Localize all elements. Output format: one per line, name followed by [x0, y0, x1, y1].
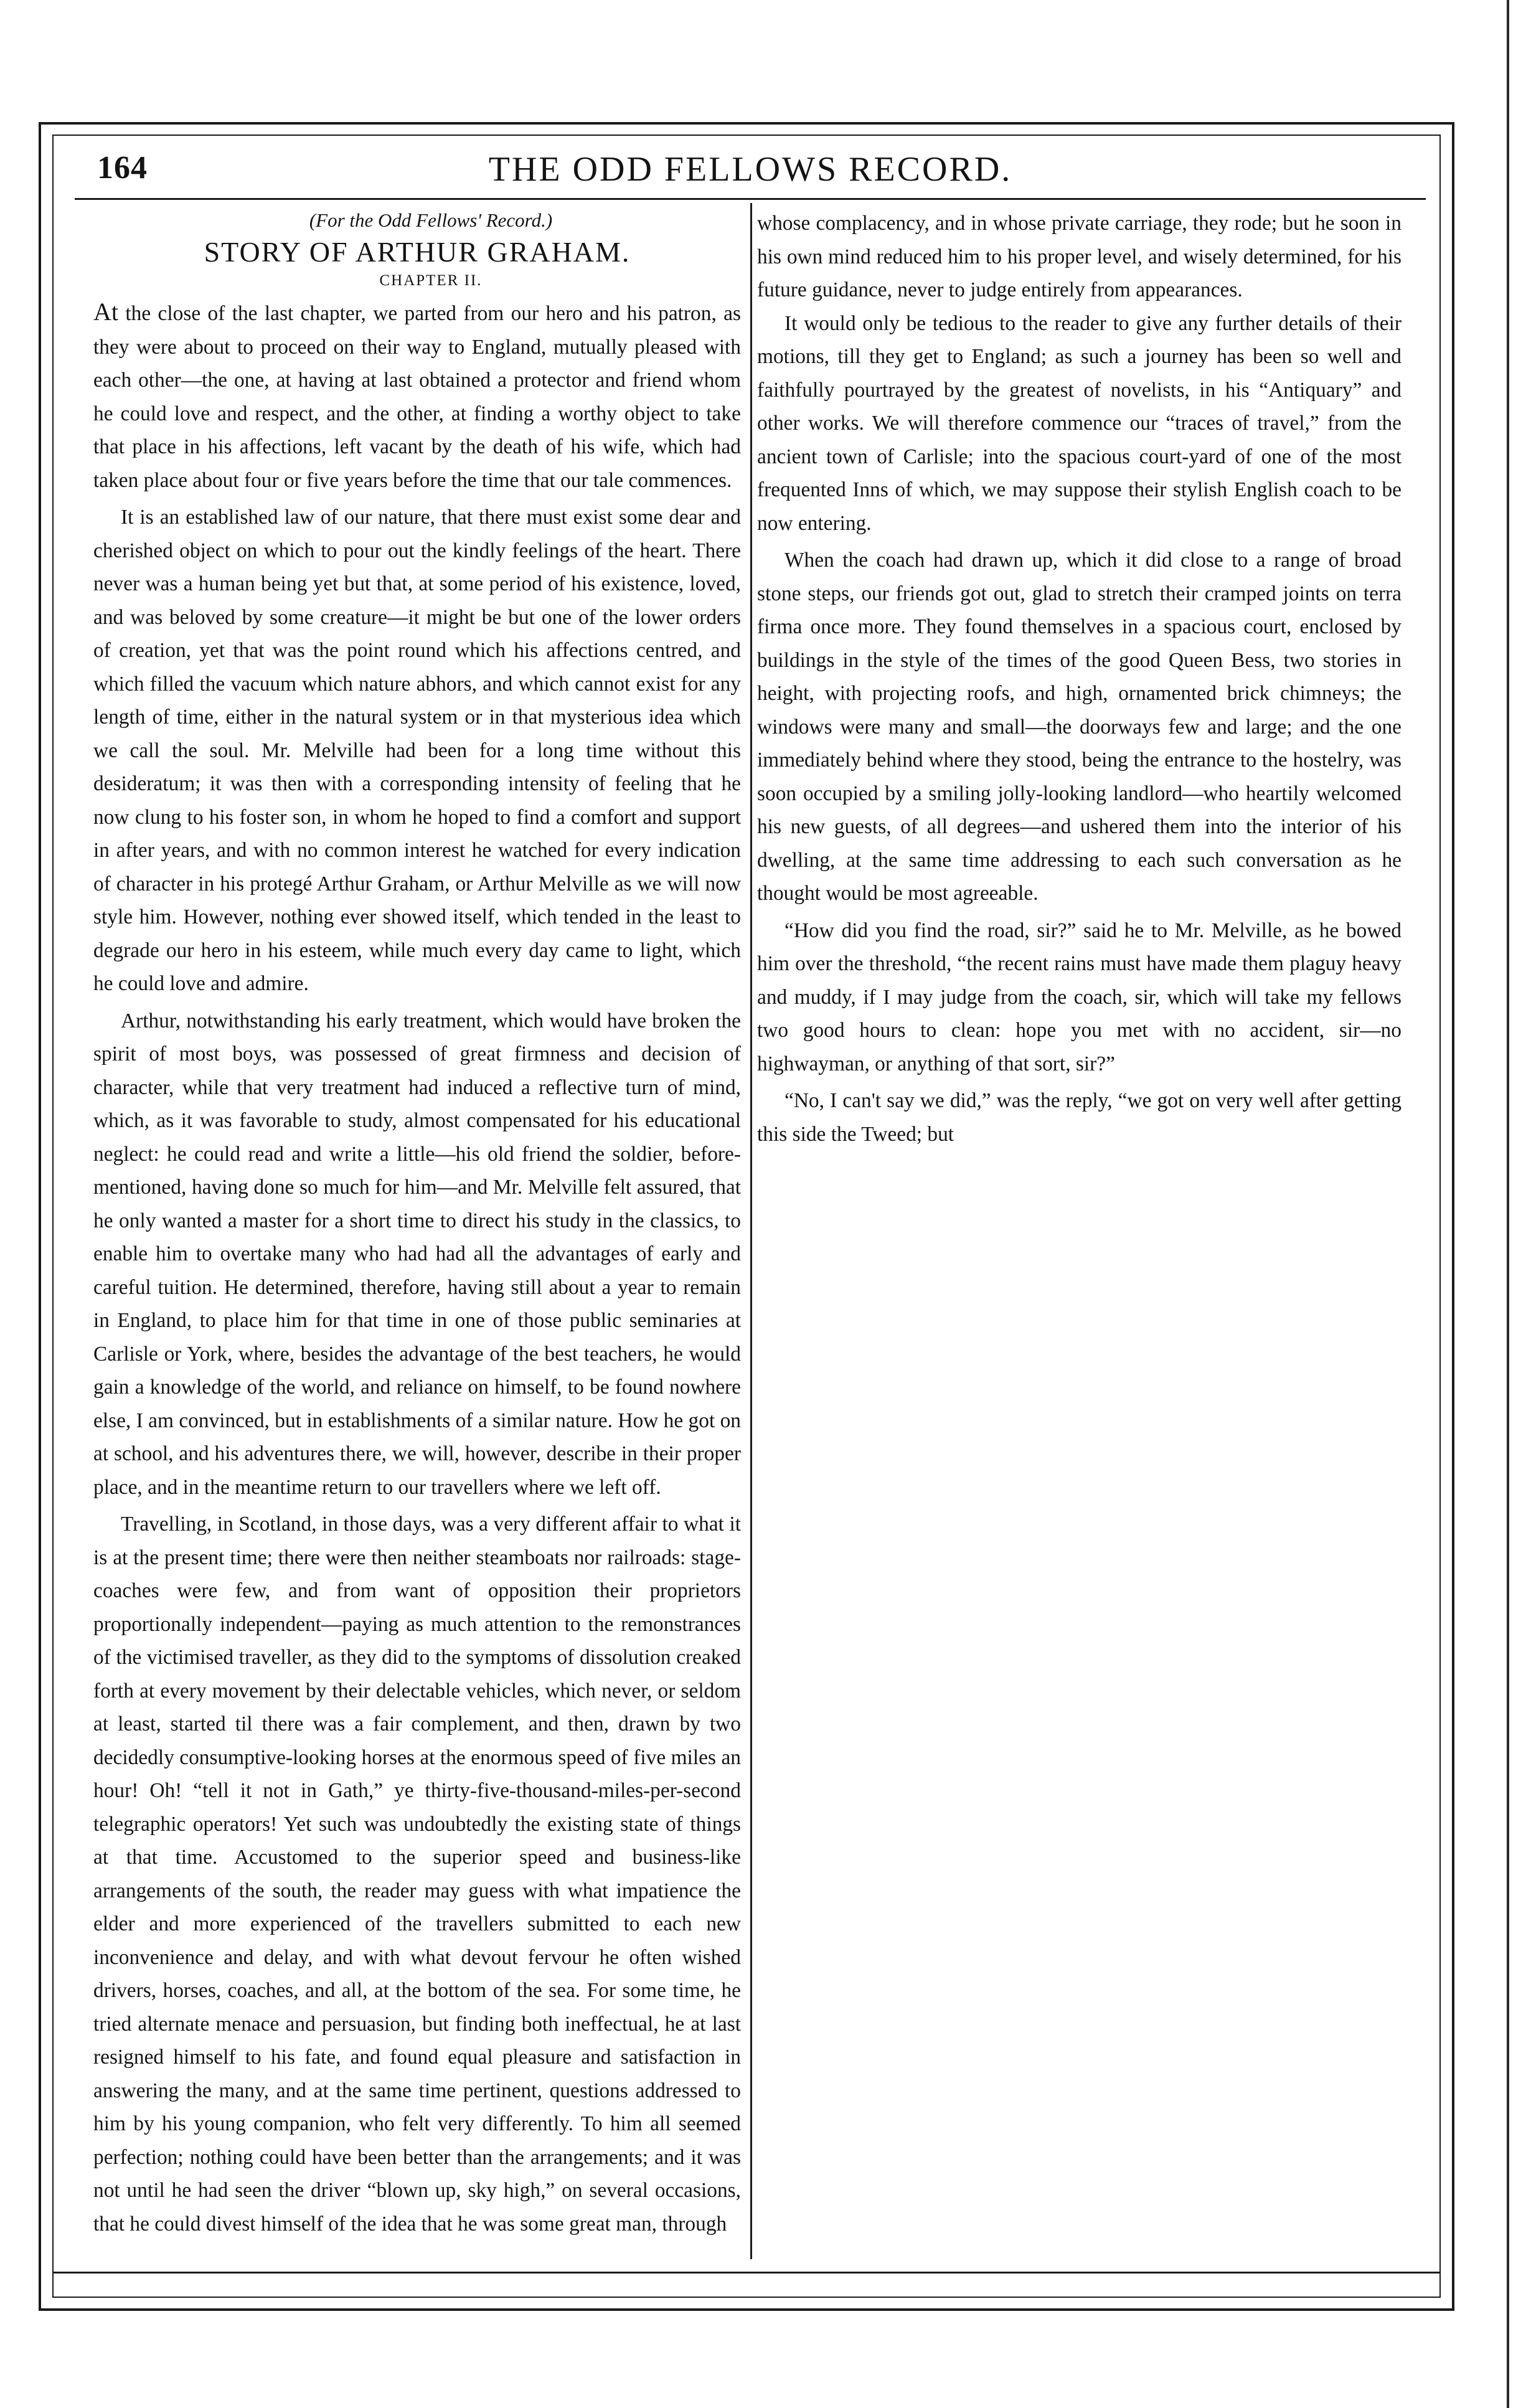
footer-rule	[52, 2272, 1441, 2273]
source-line: (For the Odd Fellows' Record.)	[309, 209, 553, 231]
paragraph-4: Travelling, in Scotland, in those days, was a very different affair to what it is at the present time; there were then neither steamboats nor railroads: stage-coaches were few, and from want of opposition their proprietors proportionally independent—paying as much attention to the remonstrances of the victimised traveller, as they did to the symptoms of dissolution creaked forth at every movement by their delectable vehicles, which never, or seldom at least, started til there was a fair complement, and then, drawn by two decidedly consumptive-looking horses at the enormous speed of five miles an hour! Oh! “tell it not in Gath,” ye thirty-five-thousand-miles-per-second telegraphic operators! Yet such was undoubtedly the existing state of things at that time. Accustomed to the superior speed and business-like arrangements of the south, the reader may guess with what impatience the elder and more experienced of the travellers submitted to each new inconvenience and delay, and with what devout fervour he often wished drivers, horses, coaches, and all, at the bottom of the sea. For some time, he tried alternate menace and persuasion, but finding both ineffectual, he at last resigned himself to his fate, and found equal pleasure and satisfaction in answering the many, and at the same time pertinent, questions addressed to him by his young companion, who felt very differently. To him all seemed perfection; nothing could have been better than the arrangements; and it was not until he had seen the driver “blown up, sky high,” on several occasions, that he could divest himself of the idea that he was some great man, through	[93, 1513, 741, 2236]
column-divider	[750, 203, 752, 2259]
paragraph-1	[93, 295, 741, 497]
paragraph-5: It would only be tedious to the reader to give any further details of their motions, till they get to England; as such a journey has been so well and faithfully pourtrayed by the greatest of novelists, in his “Antiquary” and other works. We will therefore commence our “traces of travel,” from the ancient town of Carlisle; into the spacious court-yard of one of the most frequented Inns of which, we may suppose their stylish English coach to be now entering.	[757, 311, 1401, 535]
left-column	[93, 207, 741, 2255]
page-edge-rule	[1507, 0, 1509, 2408]
paragraph-4-continuation: whose complacency, and in whose private carriage, they rode; but he soon in his own mind reduced him to his proper level, and wisely determined, for his future guidance, never to judge entirely from appearances.	[757, 212, 1401, 301]
right-column	[757, 207, 1401, 2255]
paragraph-2: It is an established law of our nature, that there must exist some dear and cherished object on which to pour out the kindly feelings of the heart. There never was a human being yet but that, at some period of his existence, loved, and was beloved by some creature—it might be but one of the lower orders of creation, yet that was the point round which his affections centred, and which filled the vacuum which nature abhors, and which cannot exist for any length of time, either in the natural system or in that mysterious idea which we call the soul. Mr. Melville had been for a long time without this desideratum; it was then with a corresponding intensity of feeling that he now clung to his foster son, in whom he hoped to find a comfort and support in after years, and with no common interest he watched for every indication of character in his protegé Arthur Graham, or Arthur Melville as we will now style him. However, nothing ever showed itself, which tended in the least to degrade our hero in his esteem, while much every day came to light, which he could love and admire.	[93, 506, 741, 995]
paragraph-1-text: the close of the last chapter, we parted from our hero and his patron, as they were about to proceed on their way to England, mutually pleased with each other—the one, at having at last obtained a protector and friend whom he could love and respect, and the other, at finding a worthy object to take that place in his affections, left vacant by the death of his wife, which had taken place about four or five years before the time that our tale commences.	[93, 302, 741, 492]
opening-word: At	[93, 298, 118, 326]
chapter-label: CHAPTER II.	[379, 272, 483, 289]
page-number: 164	[97, 150, 148, 186]
paragraph-7: “How did you find the road, sir?” said he to Mr. Melville, as he bowed him over the threshold, “the recent rains must have made them plaguy heavy and muddy, if I may judge from the coach, sir, which will take my fellows two good hours to clean: hope you met with no accident, sir—no highwayman, or anything of that sort, sir?”	[757, 918, 1401, 1075]
header-rule	[75, 198, 1426, 200]
paragraph-3: Arthur, notwithstanding his early treatment, which would have broken the spirit of most boys, was possessed of great firmness and decision of character, while that very treatment had induced a reflective turn of mind, which, as it was favorable to study, almost compensated for his educational neglect: he could read and write a little—his old friend the soldier, before-mentioned, having done so much for him—and Mr. Melville felt assured, that he only wanted a master for a short time to direct his study in the classics, to enable him to overtake many who had had all the advantages of early and careful tuition. He determined, therefore, having still about a year to remain in England, to place him for that time in one of those public seminaries at Carlisle or York, where, besides the advantage of the best teachers, he would gain a knowledge of the world, and reliance on himself, to be found nowhere else, I am convinced, but in establishments of a similar nature. How he got on at school, and his adventures there, we will, however, describe in their proper place, and in the meantime return to our travellers where we left off.	[93, 1009, 741, 1499]
paragraph-6: When the coach had drawn up, which it did close to a range of broad stone steps, our friends got out, glad to stretch their cramped joints on terra firma once more. They found themselves in a spacious court, enclosed by buildings in the style of the times of the good Queen Bess, two stories in height, with projecting roofs, and high, ornamented brick chimneys; the windows were many and small—the doorways few and large; and the one immediately behind where they stood, being the entrance to the hostelry, was soon occupied by a smiling jolly-looking landlord—who heartily welcomed his new guests, of all degrees—and ushered them into the interior of his dwelling, at the same time addressing to each such conversation as he thought would be most agreeable.	[757, 549, 1401, 905]
paragraph-8: “No, I can't say we did,” was the reply, “we got on very well after getting this side the Tweed; but	[757, 1089, 1401, 1146]
story-title: STORY OF ARTHUR GRAHAM.	[204, 236, 631, 268]
running-title: THE ODD FELLOWS RECORD.	[488, 150, 1012, 189]
